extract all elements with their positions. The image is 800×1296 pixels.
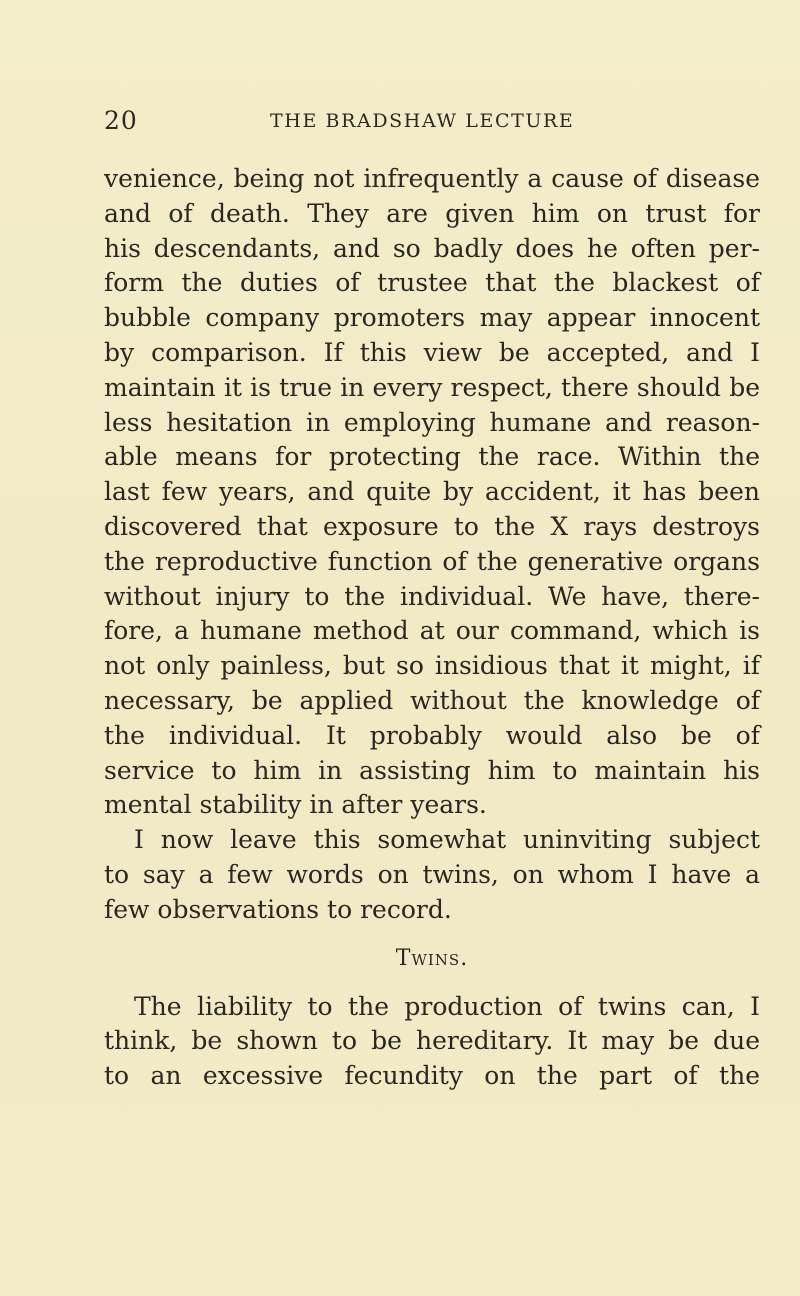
text-line: his descendants, and so badly does he often per- [104, 233, 760, 263]
text-line: not only painless, but so insidious that it might, if [104, 651, 760, 681]
text-line: service to him in assisting him to maintain his [104, 755, 760, 785]
text-line: less hesitation in employing humane and reason- [104, 407, 760, 437]
text-line: the individual. It probably would also be of [104, 720, 760, 750]
paragraph [104, 990, 760, 1094]
text-line: the reproductive function of the generative organs [104, 546, 760, 576]
text-line: without injury to the individual. We have, there- [104, 581, 760, 611]
text-line: few observations to record. [104, 894, 452, 924]
text-line: discovered that exposure to the X rays destroys [104, 511, 760, 541]
page-header [104, 106, 754, 136]
text-line: mental stability in after years. [104, 790, 487, 820]
text-line: I now leave this somewhat uninviting subject [134, 825, 760, 855]
paragraph [104, 823, 760, 927]
paragraph [104, 162, 760, 823]
text-line: last few years, and quite by accident, it has been [104, 477, 760, 507]
text-line: by comparison. If this view be accepted, and I [104, 337, 760, 367]
page-number: 20 [104, 106, 138, 135]
text-line: necessary, be applied without the knowledge of [104, 685, 760, 715]
running-head: THE BRADSHAW LECTURE [270, 110, 575, 132]
text-line: able means for protecting the race. Within the [104, 442, 760, 472]
text-line: form the duties of trustee that the blackest of [104, 268, 760, 298]
text-line: The liability to the production of twins can, I [134, 991, 760, 1021]
text-line: to say a few words on twins, on whom I have a [104, 859, 760, 889]
section-heading: Twins. [395, 945, 469, 971]
body-text [104, 162, 760, 1094]
text-line: fore, a humane method at our command, which is [104, 616, 760, 646]
text-line: bubble company promoters may appear innocent [104, 303, 760, 333]
text-line: and of death. They are given him on trust for [104, 198, 760, 228]
text-line: maintain it is true in every respect, there should be [104, 372, 760, 402]
text-line: venience, being not infrequently a cause of disease [104, 164, 760, 193]
text-line: to an excessive fecundity on the part of the [104, 1061, 760, 1091]
text-line: think, be shown to be hereditary. It may be due [104, 1026, 760, 1056]
